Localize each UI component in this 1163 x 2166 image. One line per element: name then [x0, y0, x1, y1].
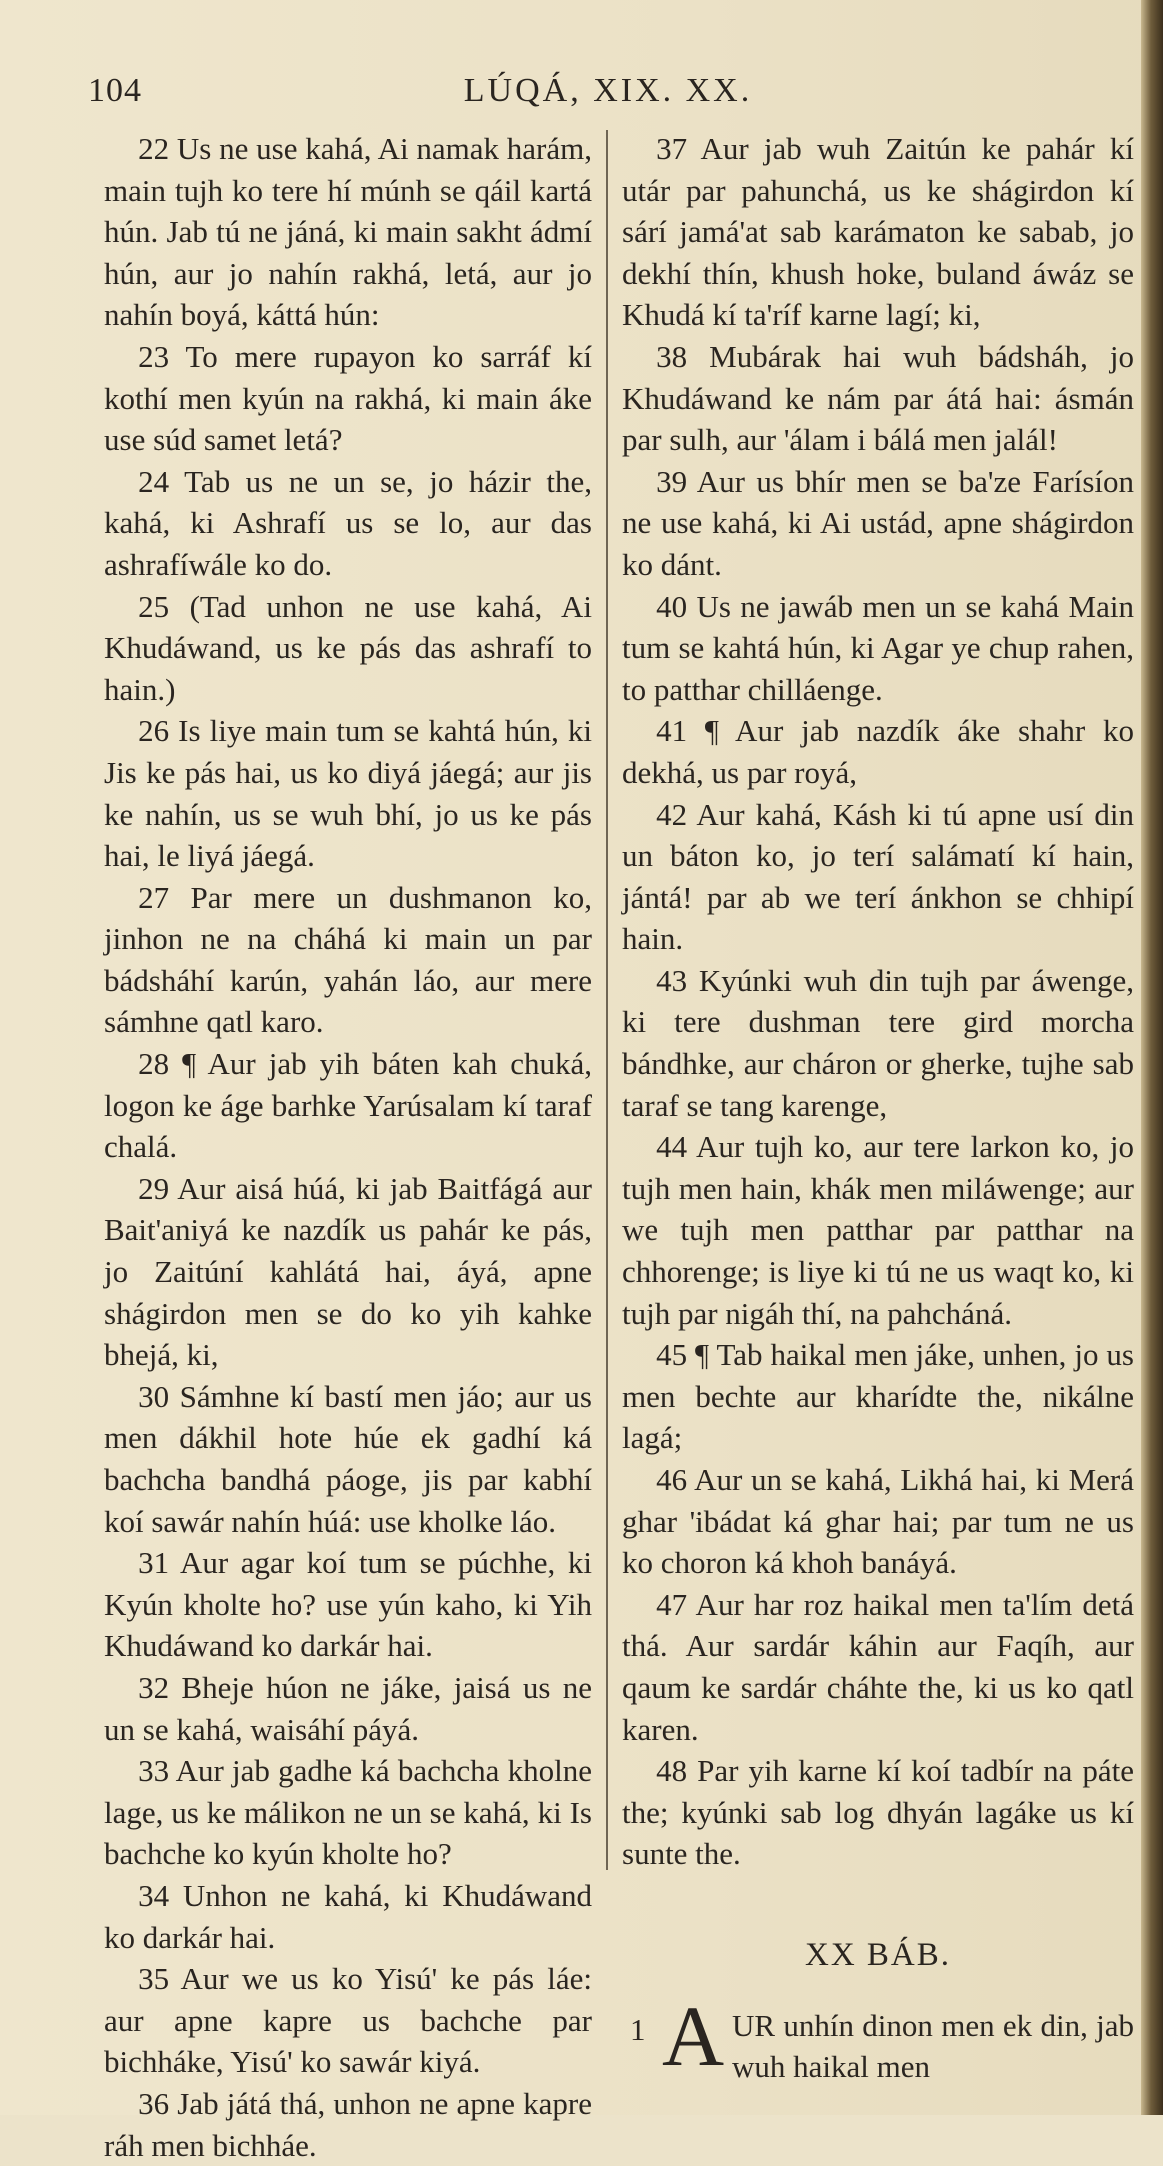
verse: 48 Par yih karne kí koí tadbír na páte the; kyúnki sab log dhyán lagáke us kí sunte the. — [622, 1753, 1134, 1872]
verse: 25 (Tad unhon ne use kahá, Ai Khudáwand, us ke pás das ashrafí to hain.) — [104, 588, 592, 707]
verse: 22 Us ne use kahá, Ai namak harám, main tujh ko tere hí múnh se qáil kartá hún. Jab tú ne jáná, ki main sakht ádmí hún, aur jo nahín rakhá, letá, aur jo nahín boyá, káttá hún: — [104, 131, 592, 333]
right-column — [622, 128, 1134, 2095]
left-column — [104, 128, 592, 2166]
chapter-heading: XX BÁB. — [804, 1936, 952, 1973]
verse: 45 ¶ Tab haikal men jáke, unhen, jo us men bechte aur kharídte the, nikálne lagá; — [622, 1337, 1134, 1456]
verse: 43 Kyúnki wuh din tujh par áwenge, ki tere dushman tere gird morcha bándhke, aur cháron or gherke, tujhe sab taraf se tang karenge, — [622, 962, 1134, 1123]
verse: 24 Tab us ne un se, jo házir the, kahá, ki Ashrafí us se lo, aur das ashrafíwále ko do. — [104, 463, 592, 582]
verse: 27 Par mere un dushmanon ko, jinhon ne na cháhá ki main un par bádsháhí karún, yahán láo, aur mere sámhne qatl karo. — [104, 879, 592, 1040]
verse: 35 Aur we us ko Yisú' ke pás láe: aur apne kapre us bachche par bichháke, Yisú' ko sawár kiyá. — [104, 1961, 592, 2080]
verse: 41 ¶ Aur jab nazdík áke shahr ko dekhá, us par royá, — [622, 713, 1134, 790]
verse: 40 Us ne jawáb men un se kahá Main tum se kahtá hún, ki Agar ye chup rahen, to patthar chilláenge. — [622, 588, 1134, 707]
chapter-opening — [622, 1987, 1134, 2095]
verse: 44 Aur tujh ko, aur tere larkon ko, jo tujh men hain, khák men miláwenge; aur we tujh men patthar par patthar na chhorenge; is liye ki tú ne us waqt ko, ki tujh par nigáh thí, na pahcháná. — [622, 1129, 1134, 1331]
verse: 26 Is liye main tum se kahtá hún, ki Jis ke pás hai, us ko diyá jáegá; aur jis ke nahín, us se wuh bhí, jo us ke pás hai, le liyá jáegá. — [104, 713, 592, 874]
verse: 34 Unhon ne kahá, ki Khudáwand ko darkár hai. — [104, 1877, 592, 1955]
drop-cap: A — [662, 1987, 725, 2084]
chapter-first-verse: UR unhín dinon men ek din, jab wuh haikal men — [732, 2007, 1134, 2085]
verse: 47 Aur har roz haikal men ta'lím detá thá. Aur sardár káhin aur Faqíh, aur qaum ke sardár cháhte the, ki us ko qatl karen. — [622, 1586, 1134, 1747]
page-header — [88, 72, 1128, 122]
verse: 36 Jab játá thá, unhon ne apne kapre ráh men bichháe. — [104, 2085, 592, 2163]
column-divider — [606, 130, 608, 1870]
page-edge — [1141, 0, 1163, 2115]
verse: 31 Aur agar koí tum se púchhe, ki Kyún kholte ho? use yún kaho, ki Yih Khudáwand ko darkár hai. — [104, 1545, 592, 1664]
verse: 37 Aur jab wuh Zaitún ke pahár kí utár par pahunchá, us ke shágirdon kí sárí jamá'at sab karámaton ke sabab, jo dekhí thín, khush hoke, buland áwáz se Khudá kí ta'ríf karne lagí; ki, — [622, 131, 1134, 333]
verse-number: 1 — [630, 2011, 646, 2047]
verse: 32 Bheje húon ne jáke, jaisá us ne un se kahá, waisáhí páyá. — [104, 1669, 592, 1747]
verse: 38 Mubárak hai wuh bádsháh, jo Khudáwand ke nám par átá hai: ásmán par sulh, aur 'álam i bálá men jalál! — [622, 338, 1134, 458]
page-number: 104 — [88, 72, 142, 109]
verse: 46 Aur un se kahá, Likhá hai, ki Merá ghar 'ibádat ká ghar hai; par tum ne us ko choron ká khoh banáyá. — [622, 1462, 1134, 1581]
verse: 30 Sámhne kí bastí men jáo; aur us men dákhil hote húe ek gadhí ká bachcha bandhá páoge, jis par kabhí koí sawár nahín húá: use kholke láo. — [104, 1378, 592, 1539]
verse: 28 ¶ Aur jab yih báten kah chuká, logon ke áge barhke Yarúsalam kí taraf chalá. — [104, 1046, 592, 1165]
verse: 33 Aur jab gadhe ká bachcha kholne lage, us ke málikon ne un se kahá, ki Is bachche ko kyún kholte ho? — [104, 1753, 592, 1872]
verse: 29 Aur aisá húá, ki jab Baitfágá aur Bait'aniyá ke nazdík us pahár ke pás, jo Zaitúní kahlátá hai, áyá, apne shágirdon men se do ko yih kahke bhejá, ki, — [104, 1170, 592, 1373]
verse: 42 Aur kahá, Kásh ki tú apne usí din un báton ko, jo terí salámatí kí hain, jántá! par ab we terí ánkhon se chhipí hain. — [622, 796, 1134, 957]
verse: 39 Aur us bhír men se ba'ze Farísíon ne use kahá, ki Ai ustád, apne shágirdon ko dánt. — [622, 463, 1134, 582]
verse: 23 To mere rupayon ko sarráf kí kothí men kyún na rakhá, ki main áke use súd samet letá? — [104, 338, 592, 458]
running-title: LÚQÁ, XIX. XX. — [463, 72, 753, 109]
